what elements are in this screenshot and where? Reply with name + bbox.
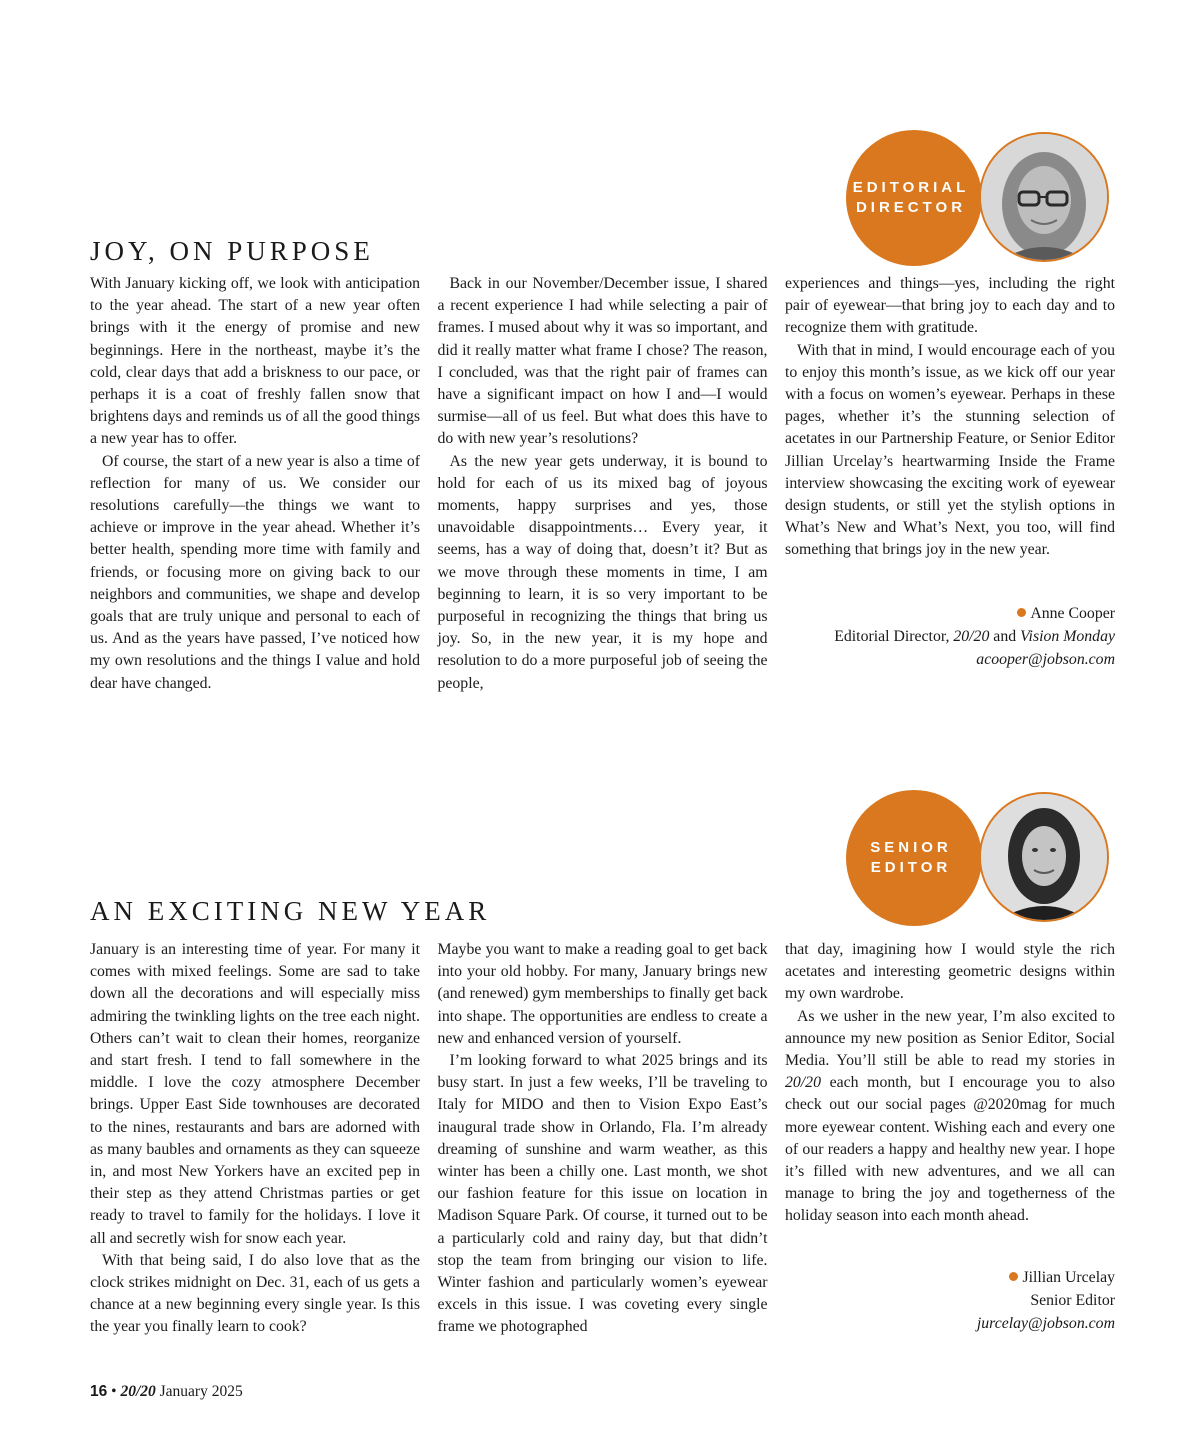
page-number: 16	[90, 1383, 108, 1400]
badge-line-1: SENIOR	[870, 839, 952, 856]
paragraph: Of course, the start of a new year is also a time of reflection for many of us. We consider our resolutions carefully—the things we want to achieve or improve in the year ahead. Whether it’s better health, spending more time with family and friends, or focusing more on giving back to our neighbors and communities, we shape and develop goals that are truly unique and personal to each of us. And as the years have passed, I’ve noticed how my own resolutions and the things I value and hold dear have changed.	[90, 452, 420, 692]
editorial-column-2	[438, 273, 768, 695]
author-portrait-jillian-urcelay	[979, 792, 1109, 922]
signoff-email[interactable]: jurcelay@jobson.com	[976, 1314, 1115, 1332]
paragraph: As the new year gets underway, it is bound to hold for each of us its mixed bag of joyous moments, happy surprises and yes, those unavoidable disappointments… Every year, it seems, has a way of doing that, doesn’t it? But as we move through these moments in time, I am beginning to learn, it is so very important to be purposeful in recognizing the things that bring us joy. So, in the new year, it is my hope and resolution to do a more purposeful job of seeing the people,	[437, 452, 768, 692]
bullet-dot-icon	[1009, 1272, 1018, 1281]
senior-editor-badge	[846, 790, 982, 926]
signoff-title: Senior Editor	[1030, 1291, 1115, 1309]
bullet-dot-icon	[1017, 608, 1026, 617]
publication-20-20: 20/20	[953, 627, 990, 645]
headline-an-exciting-new-year: AN EXCITING NEW YEAR	[90, 896, 491, 926]
paragraph: With that being said, I do also love that as the clock strikes midnight on Dec. 31, each of us gets a chance at a new beginning every single year. Is this the year you finally learn to cook?	[90, 1251, 420, 1336]
editorial-column-1	[90, 273, 420, 695]
signoff-email[interactable]: acooper@jobson.com	[976, 650, 1115, 668]
footer-bullet: •	[107, 1383, 121, 1400]
paragraph-text: each month, but I encourage you to also check out our social pages @2020mag for much more eyewear content. Wishing each and every one of our readers a happy and healthy new year. I hope it’s filled with new adventures, and we all can manage to bring the joy and togetherness of the holiday season into each month ahead.	[785, 1074, 1115, 1225]
footer-magazine: 20/20	[120, 1383, 156, 1400]
paragraph: that day, imagining how I would style the rich acetates and interesting geometric designs within my own wardrobe.	[785, 941, 1115, 1003]
signoff-name-line	[785, 602, 1115, 625]
publication-20-20: 20/20	[785, 1074, 821, 1092]
signoff	[785, 602, 1115, 671]
senior-column-2	[438, 939, 768, 1339]
editorial-column-3	[785, 273, 1115, 695]
signoff	[785, 1266, 1115, 1335]
signoff-name: Anne Cooper	[1030, 604, 1115, 622]
paragraph: I’m looking forward to what 2025 brings and its busy start. In just a few weeks, I’ll be traveling to Italy for MIDO and then to Vision Expo East’s inaugural trade show in Orlando, Fla. I’m already dreaming of sunshine and warm weather, as this winter has been a chilly one. Last month, we shot our fashion feature for this issue on location in Madison Square Park. Of course, it turned out to be a particularly cold and rainy day, but that didn’t stop the team from bringing our vision to life. Winter fashion and particularly women’s eyewear excels in this issue. I was coveting every single frame we photographed	[437, 1052, 768, 1336]
paragraph: Back in our November/December issue, I shared a recent experience I had while selecting a pair of frames. I mused about why it was so important, and did it really matter what frame I chose? The reason, I concluded, was that the right pair of frames can have a significant impact on how I and—I would surmise—all of us feel. But what does this have to do with new year’s resolutions?	[437, 275, 768, 448]
badge-line-1: EDITORIAL	[852, 179, 970, 196]
portrait-photo	[981, 794, 1107, 920]
headline-joy-on-purpose: JOY, ON PURPOSE	[90, 236, 374, 266]
publication-vision-monday: Vision Monday	[1020, 627, 1115, 645]
signoff-and: and	[989, 627, 1021, 645]
signoff-title-prefix: Editorial Director,	[834, 627, 954, 645]
signoff-name-line	[785, 1266, 1115, 1289]
editorial-columns	[90, 273, 1115, 695]
paragraph	[785, 1006, 1115, 1228]
paragraph: With that in mind, I would encourage each of you to enjoy this month’s issue, as we kick off our year with a focus on women’s eyewear. Perhaps in these pages, whether it’s the stunning selection of acetates in our Partnership Feature, or Senior Editor Jillian Urcelay’s heartwarming Inside the Frame interview showcasing the exciting work of eyewear design students, or still yet the stylish options in What’s New and What’s Next, you too, will find something that brings joy in the new year.	[785, 341, 1115, 559]
signoff-title	[785, 625, 1115, 648]
senior-column-3	[785, 939, 1115, 1339]
badge-line-2: DIRECTOR	[855, 199, 967, 216]
author-portrait-anne-cooper	[979, 132, 1109, 262]
page-footer	[90, 1383, 243, 1401]
senior-column-1	[90, 939, 420, 1339]
paragraph: With January kicking off, we look with anticipation to the year ahead. The start of a new year often brings with it the energy of promise and new beginnings. Here in the northeast, maybe it’s the cold, clear days that add a briskness to our pace, or perhaps it is a coat of freshly fallen snow that brightens days and reminds us of all the good things a new year has to offer.	[90, 275, 420, 448]
paragraph-text: As we usher in the new year, I’m also excited to announce my new position as Senior Editor, Social Media. You’ll still be able to read my stories in	[785, 1007, 1115, 1070]
paragraph: experiences and things—yes, including the right pair of eyewear—that bring joy to each day and to recognize them with gratitude.	[785, 275, 1115, 337]
paragraph: January is an interesting time of year. For many it comes with mixed feelings. Some are sad to take down all the decorations and will especially miss admiring the twinkling lights on the tree each night. Others can’t wait to clean their homes, reorganize and start fresh. I tend to fall somewhere in the middle. I love the cozy atmosphere December brings. Upper East Side townhouses are decorated to the nines, restaurants and bars are adorned with as many baubles and ornaments as they can squeeze in, and most New Yorkers have an excited pep in their step as they attend Christmas parties or get ready to travel to family for the holidays. I love it all and secretly wish for snow each year.	[90, 941, 420, 1247]
senior-columns	[90, 939, 1115, 1339]
footer-issue: January 2025	[155, 1383, 243, 1400]
badge-line-2: EDITOR	[870, 859, 952, 876]
signoff-name: Jillian Urcelay	[1022, 1268, 1115, 1286]
portrait-photo	[981, 134, 1107, 260]
editorial-director-badge	[846, 130, 982, 266]
paragraph: Maybe you want to make a reading goal to get back into your old hobby. For many, January brings new (and renewed) gym memberships to finally get back into shape. The opportunities are endless to create a new and enhanced version of yourself.	[437, 941, 768, 1047]
